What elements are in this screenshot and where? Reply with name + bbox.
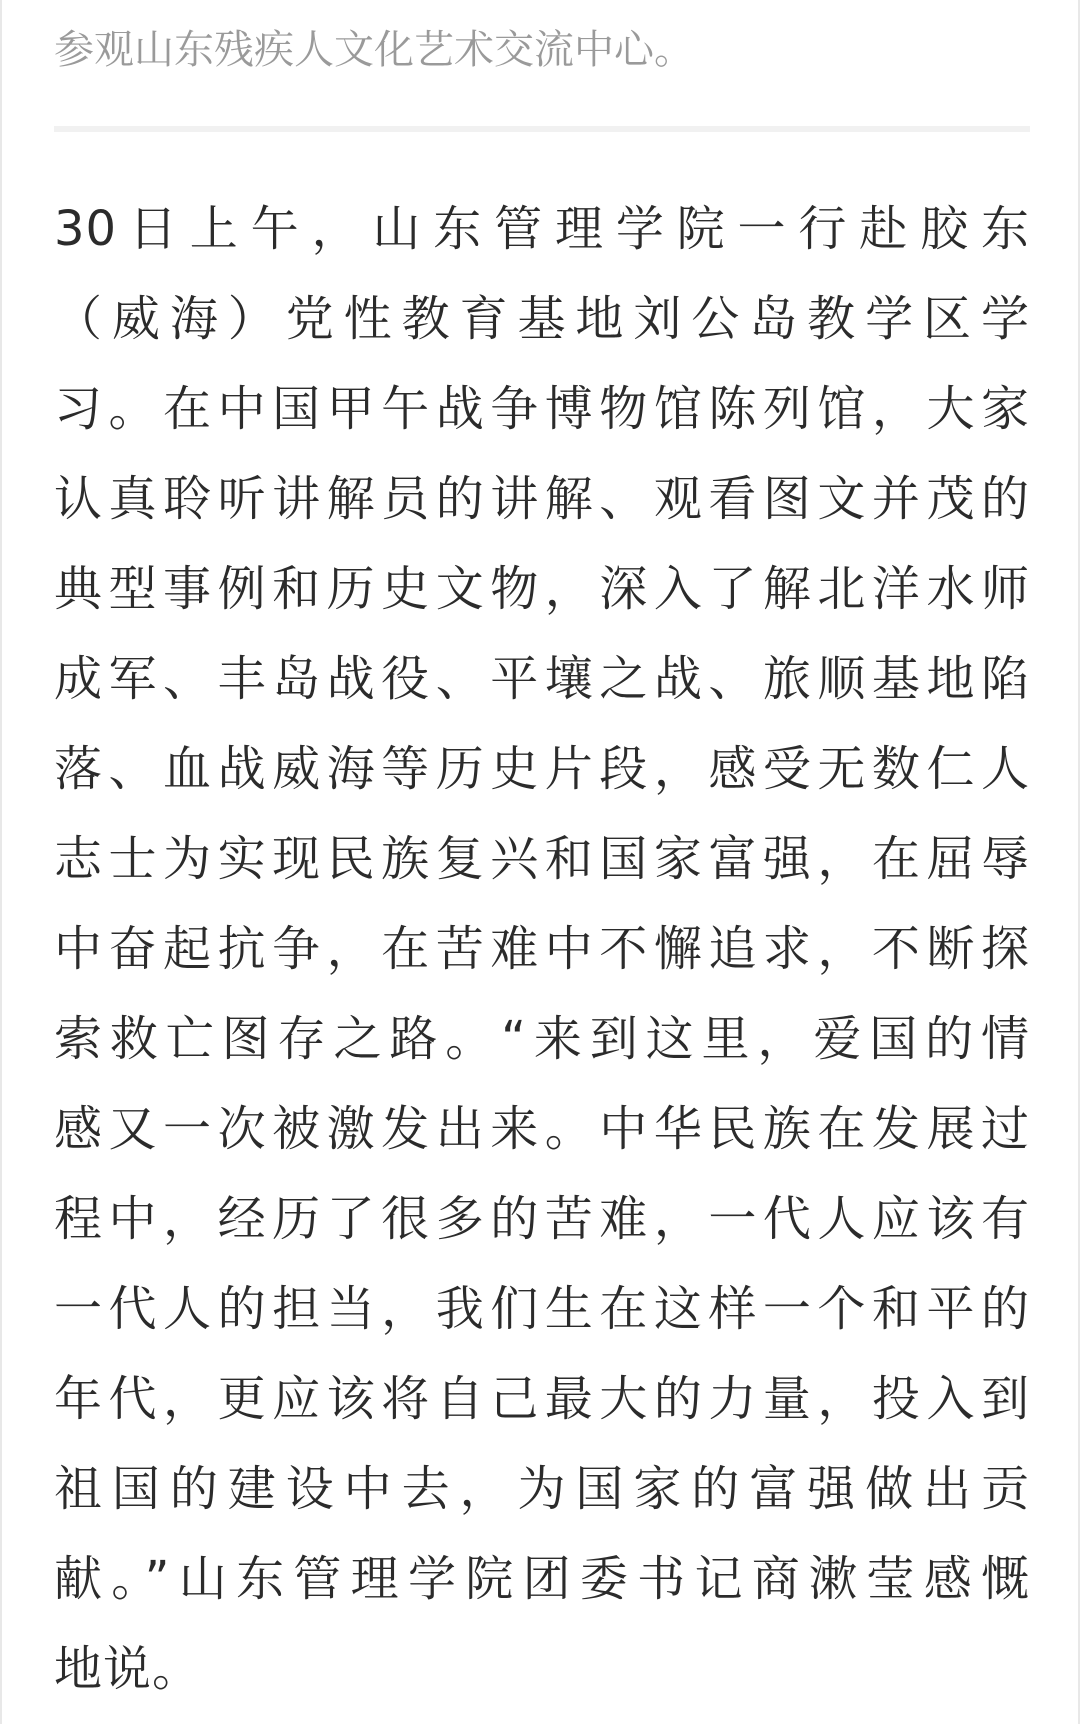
article-line: 一代人的担当，我们生在这样一个和平的 [54, 1281, 1030, 1337]
article-line: 中奋起抗争，在苦难中不懈追求，不断探 [54, 921, 1030, 977]
article-line: 地说。 [54, 1641, 202, 1697]
article-body [54, 184, 1030, 1714]
section-divider [54, 126, 1030, 132]
article-line: 祖国的建设中去，为国家的富强做出贡 [54, 1461, 1030, 1517]
article-line: 成军、丰岛战役、平壤之战、旅顺基地陷 [54, 651, 1030, 707]
image-caption: 参观山东残疾人文化艺术交流中心。 [54, 27, 694, 73]
article-line: 献。”山东管理学院团委书记商漱莹感慨 [54, 1551, 1030, 1607]
article-line: 年代，更应该将自己最大的力量，投入到 [54, 1371, 1030, 1427]
article-line: 认真聆听讲解员的讲解、观看图文并茂的 [54, 471, 1030, 527]
article-line: 索救亡图存之路。“来到这里，爱国的情 [54, 1011, 1030, 1067]
article-line: 志士为实现民族复兴和国家富强，在屈辱 [54, 831, 1030, 887]
article-line: 典型事例和历史文物，深入了解北洋水师 [54, 561, 1030, 617]
article-line: 程中，经历了很多的苦难，一代人应该有 [54, 1191, 1030, 1247]
article-line: 落、血战威海等历史片段，感受无数仁人 [54, 741, 1030, 797]
article-line: （威海）党性教育基地刘公岛教学区学 [54, 291, 1030, 347]
article-line: 30日上午，山东管理学院一行赴胶东 [54, 201, 1030, 257]
article-line: 感又一次被激发出来。中华民族在发展过 [54, 1101, 1030, 1157]
article-line: 习。在中国甲午战争博物馆陈列馆，大家 [54, 381, 1030, 437]
